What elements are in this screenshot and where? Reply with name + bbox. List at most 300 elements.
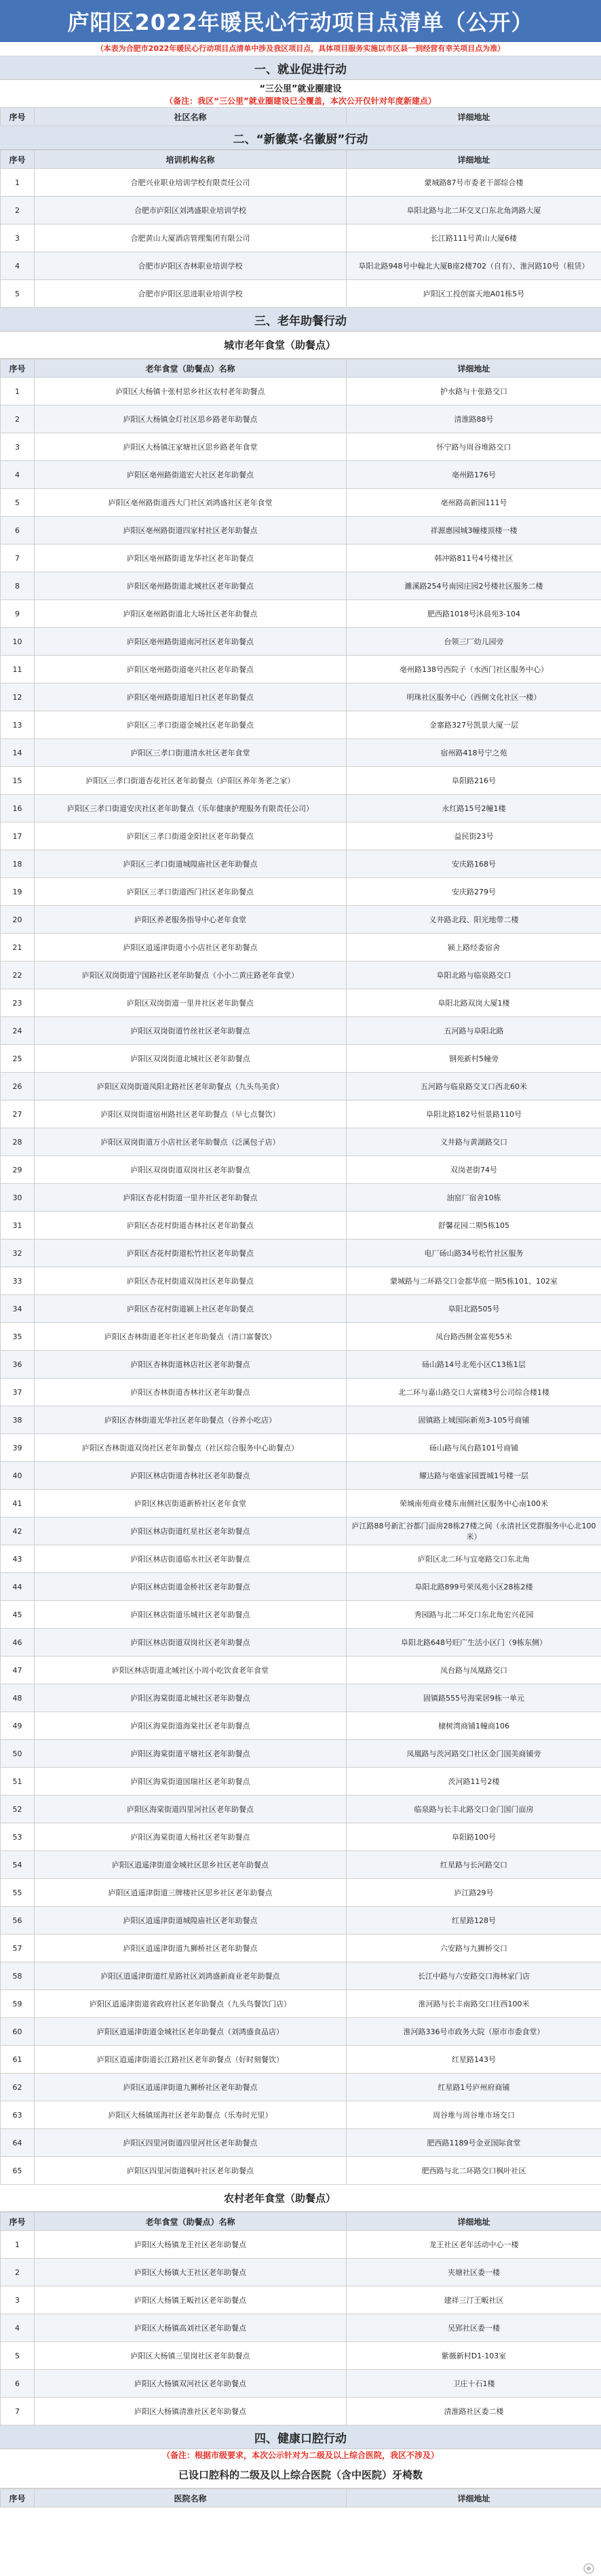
row-address: 阜阳北路899号荣凤苑小区28栋2楼 <box>347 1573 601 1601</box>
row-index: 57 <box>1 1935 35 1962</box>
row-index: 26 <box>1 1073 35 1101</box>
row-name: 合肥市庐阳区刘鸿盛职业培训学校 <box>35 197 347 224</box>
row-name: 庐阳区海棠街道大杨社区老年助餐点 <box>35 1823 347 1851</box>
row-address: 亳州路176号 <box>347 461 601 489</box>
table-row <box>1 823 601 850</box>
section-employment-title: 一、就业促进行动 <box>0 56 601 80</box>
row-name: 庐阳区海棠街道海棠社区老年助餐点 <box>35 1712 347 1740</box>
urban-canteen-band: 城市老年食堂（助餐点） <box>0 332 601 359</box>
row-address: 永红路15号2幢1楼 <box>347 795 601 823</box>
row-index: 3 <box>1 2286 35 2314</box>
row-address: 祥源惠园城3幢楼顶楼一楼 <box>347 517 601 544</box>
row-index: 34 <box>1 1295 35 1323</box>
row-name: 庐阳区双岗街道双岗社区老年助餐点 <box>35 1156 347 1184</box>
row-address: 吴郢社区委一楼 <box>347 2314 601 2342</box>
page-notice: （本表为合肥市2022年暖民心行动项目点清单中涉及我区项目点，具体项目服务实施以市区县一到经营有幸关项目点为准） <box>0 42 601 56</box>
row-address: 阜阳北路双岗大厦1楼 <box>347 989 601 1017</box>
table-row <box>1 2046 601 2074</box>
row-name: 合肥市庐阳区思进职业培训学校 <box>35 280 347 308</box>
table-row <box>1 461 601 489</box>
row-address: 紫薇新村D1-103室 <box>347 2342 601 2370</box>
row-address: 金寨路327号凯景大厦一层 <box>347 711 601 739</box>
row-index: 60 <box>1 2018 35 2046</box>
row-address: 夹塘社区委一楼 <box>347 2259 601 2286</box>
row-address: 台领三厂幼儿园旁 <box>347 628 601 656</box>
row-address: 阜阳路216号 <box>347 767 601 795</box>
table-row <box>1 2157 601 2185</box>
hospital-band: 已设口腔科的二级及以上综合医院（含中医院）牙椅数 <box>0 2461 601 2489</box>
row-index: 9 <box>1 600 35 628</box>
col-header-index: 序号 <box>1 151 35 169</box>
row-address: 临泉路与长丰北路交口金门国门面房 <box>347 1796 601 1823</box>
row-index: 50 <box>1 1740 35 1768</box>
table-row <box>1 1768 601 1796</box>
row-name: 庐阳区杏花村街道松竹社区老年助餐点 <box>35 1240 347 1267</box>
row-name: 庐阳区杏林街道杏林社区老年助餐点 <box>35 1379 347 1406</box>
row-name: 庐阳区林店街道乐城社区老年助餐点 <box>35 1601 347 1629</box>
row-index: 48 <box>1 1684 35 1712</box>
row-index: 28 <box>1 1128 35 1156</box>
row-address: 蒙城路87号市委老干部综合楼 <box>347 169 601 197</box>
row-name: 庐阳区杏花村街道杏林社区老年助餐点 <box>35 1212 347 1240</box>
row-name: 庐阳区三孝口街道杏花社区老年助餐点（庐阳区养年务老之家） <box>35 767 347 795</box>
table-row <box>1 2342 601 2370</box>
row-index: 59 <box>1 1990 35 2018</box>
row-address: 清淮路社区委二楼 <box>347 2398 601 2425</box>
row-name: 庐阳区大杨镇汪家塘社区思乡路老年食堂 <box>35 433 347 461</box>
table-row <box>1 378 601 405</box>
row-address: 阜阳路100号 <box>347 1823 601 1851</box>
table-row <box>1 1434 601 1462</box>
table-row <box>1 1990 601 2018</box>
row-name: 庐阳区杏林街道老年社区老年助餐点（清口富餐饮） <box>35 1323 347 1351</box>
row-name: 庐阳区林店街道临水社区老年助餐点 <box>35 1545 347 1573</box>
table-row <box>1 600 601 628</box>
row-index: 33 <box>1 1267 35 1295</box>
row-name: 庐阳区亳州路街道旭日社区老年助餐点 <box>35 683 347 711</box>
row-index: 5 <box>1 489 35 517</box>
row-name: 庐阳区三孝口街道金城社区老年助餐点 <box>35 711 347 739</box>
row-address: 护水路与十张路交口 <box>347 378 601 405</box>
col-header-hospital: 医院名称 <box>35 2489 347 2508</box>
row-index: 21 <box>1 934 35 962</box>
rural-canteen-band: 农村老年食堂（助餐点） <box>0 2185 601 2212</box>
table-header-row <box>1 151 601 169</box>
row-name: 庐阳区双岗街道宿州路社区老年助餐点（早七点餐饮） <box>35 1101 347 1128</box>
row-index: 37 <box>1 1379 35 1406</box>
table-row <box>1 2370 601 2398</box>
table-row <box>1 739 601 767</box>
row-name: 合肥黄山大厦酒店管理集团有限公司 <box>35 224 347 252</box>
row-name: 庐阳区海棠街道四里河社区老年助餐点 <box>35 1796 347 1823</box>
row-name: 合肥兴业职业培训学校有限责任公司 <box>35 169 347 197</box>
row-address: 宿州路418号宁之苑 <box>347 739 601 767</box>
row-name: 庐阳区亳州路街道宏大社区老年助餐点 <box>35 461 347 489</box>
row-address: 韩冲路811号4号楼社区 <box>347 544 601 572</box>
row-index: 3 <box>1 433 35 461</box>
table-row <box>1 1601 601 1629</box>
table-header-row <box>1 2489 601 2508</box>
table-row <box>1 1212 601 1240</box>
row-address: 义井路与黄湖路交口 <box>347 1128 601 1156</box>
row-address: 茨河路11号2楼 <box>347 1768 601 1796</box>
table-row <box>1 906 601 934</box>
row-address: 庐阳区北二环与宜亳路交口东北角 <box>347 1545 601 1573</box>
row-address: 耀达路与亳盛家园置城1号楼一层 <box>347 1462 601 1490</box>
table-row <box>1 1851 601 1879</box>
row-address: 蒙城路与二环路交口金都华庭一期5栋101、102室 <box>347 1267 601 1295</box>
row-index: 19 <box>1 878 35 906</box>
row-name: 庐阳区海棠街道平塘社区老年助餐点 <box>35 1740 347 1768</box>
row-address: 钢苑新村5幢旁 <box>347 1045 601 1073</box>
table-row <box>1 1629 601 1657</box>
table-row <box>1 169 601 197</box>
row-address: 电厂砀山路34号松竹社区服务 <box>347 1240 601 1267</box>
table-row <box>1 1935 601 1962</box>
row-index: 23 <box>1 989 35 1017</box>
row-index: 3 <box>1 224 35 252</box>
row-address: 北二环与嘉山路交口大富楼3号公司综合楼1楼 <box>347 1379 601 1406</box>
row-address: 长江中路与六安路交口海林家门店 <box>347 1962 601 1990</box>
row-address: 油窑厂宿舍10栋 <box>347 1184 601 1212</box>
row-index: 14 <box>1 739 35 767</box>
row-index: 1 <box>1 2231 35 2259</box>
row-name: 庐阳区林店街道双岗社区老年助餐点 <box>35 1629 347 1657</box>
table-row <box>1 1017 601 1045</box>
col-header-index: 序号 <box>1 108 35 126</box>
row-name: 庐阳区大杨镇双河社区老年助餐点 <box>35 2370 347 2398</box>
row-name: 庐阳区逍遥津街道金城社区老年助餐点（刘鸿盛食品店） <box>35 2018 347 2046</box>
row-address: 义井路北段、阳光地带二楼 <box>347 906 601 934</box>
row-name: 庐阳区大杨镇金灯社区思乡路老年助餐点 <box>35 405 347 433</box>
section-employment-note: （备注：我区“三公里”就业圈建设已全覆盖，本次公开仅针对年度新建点） <box>165 96 436 106</box>
row-address: 凤台路与凤凰路交口 <box>347 1657 601 1684</box>
row-name: 庐阳区三孝口街道西门社区老年助餐点 <box>35 878 347 906</box>
row-address: 荣城南苑商业楼东南侧社区服务中心南100米 <box>347 1490 601 1518</box>
table-row <box>1 544 601 572</box>
table-row <box>1 252 601 280</box>
row-index: 30 <box>1 1184 35 1212</box>
table-row <box>1 433 601 461</box>
col-header-address: 详细地址 <box>347 2489 601 2508</box>
table-row <box>1 2398 601 2425</box>
row-name: 庐阳区林店街道杏林社区老年助餐点 <box>35 1462 347 1490</box>
row-address: 建祥三汀王畈社区 <box>347 2286 601 2314</box>
row-index: 35 <box>1 1323 35 1351</box>
row-index: 61 <box>1 2046 35 2074</box>
row-address: 长江路111号黄山大厦6楼 <box>347 224 601 252</box>
row-address: 舒馨花园二期5栋105 <box>347 1212 601 1240</box>
table-row <box>1 2314 601 2342</box>
row-index: 54 <box>1 1851 35 1879</box>
row-name: 庐阳区逍遥津街道小小店社区老年助餐点 <box>35 934 347 962</box>
row-address: 阜阳北路648号旺广生活小区门（9栋东侧） <box>347 1629 601 1657</box>
page-title: 庐阳区2022年暖民心行动项目点清单（公开） <box>0 0 601 42</box>
row-name: 庐阳区双岗街道宁国路社区老年助餐点（小小二黄庄路老年食堂） <box>35 962 347 989</box>
row-name: 庐阳区三孝口街道金阳社区老年助餐点 <box>35 823 347 850</box>
table-row <box>1 1462 601 1490</box>
row-name: 庐阳区亳州路街道龙华社区老年助餐点 <box>35 544 347 572</box>
row-name: 庐阳区海棠街道北城社区老年助餐点 <box>35 1684 347 1712</box>
row-index: 24 <box>1 1017 35 1045</box>
row-address: 红星路1号庐州府商铺 <box>347 2074 601 2101</box>
table-row <box>1 1796 601 1823</box>
row-name: 庐阳区杏花村街道颍上社区老年助餐点 <box>35 1295 347 1323</box>
row-index: 53 <box>1 1823 35 1851</box>
row-index: 4 <box>1 2314 35 2342</box>
row-index: 25 <box>1 1045 35 1073</box>
row-index: 4 <box>1 461 35 489</box>
table-row <box>1 711 601 739</box>
hospital-table <box>0 2489 601 2508</box>
row-index: 45 <box>1 1601 35 1629</box>
row-address: 凤台路西侧金富苑55米 <box>347 1323 601 1351</box>
row-index: 47 <box>1 1657 35 1684</box>
section-cuisine-title: 二、“新徽菜·名徽厨”行动 <box>0 126 601 150</box>
row-index: 36 <box>1 1351 35 1379</box>
table-row <box>1 1740 601 1768</box>
row-name: 庐阳区亳州路街道四家村社区老年助餐点 <box>35 517 347 544</box>
table-row <box>1 1518 601 1545</box>
row-name: 庐阳区逍遥津街道红星路社区刘鸿盛新商业老年助餐点 <box>35 1962 347 1990</box>
row-name: 庐阳区大杨镇十张村思乡社区农村老年助餐点 <box>35 378 347 405</box>
table-row <box>1 405 601 433</box>
table-row <box>1 1379 601 1406</box>
table-row <box>1 989 601 1017</box>
row-address: 阜阳北路与临泉路交口 <box>347 962 601 989</box>
row-index: 16 <box>1 795 35 823</box>
row-name: 庐阳区大杨镇龙王社区老年助餐点 <box>35 2231 347 2259</box>
table-row <box>1 850 601 878</box>
row-name: 庐阳区林店街道北城社区小周小吃饮食老年食堂 <box>35 1657 347 1684</box>
row-index: 7 <box>1 2398 35 2425</box>
table-row <box>1 1323 601 1351</box>
row-name: 庐阳区大杨镇清淮社区老年助餐点 <box>35 2398 347 2425</box>
row-address: 庐阳区工投创富天地A01栋5号 <box>347 280 601 308</box>
row-address: 怀宁路与周谷堆路交口 <box>347 433 601 461</box>
table-row <box>1 1962 601 1990</box>
table-row <box>1 1073 601 1101</box>
table-row <box>1 517 601 544</box>
row-name: 庐阳区亳州路街道亳兴社区老年助餐点 <box>35 656 347 683</box>
table-row <box>1 489 601 517</box>
table-row <box>1 2101 601 2129</box>
row-index: 6 <box>1 517 35 544</box>
row-name: 庐阳区逍遥津街道城隍庙社区老年助餐点 <box>35 1907 347 1935</box>
row-name: 庐阳区双岗街道北城社区老年助餐点 <box>35 1045 347 1073</box>
table-row <box>1 1406 601 1434</box>
table-row <box>1 628 601 656</box>
row-index: 12 <box>1 683 35 711</box>
row-address: 周谷堆与周谷堆市场交口 <box>347 2101 601 2129</box>
row-index: 55 <box>1 1879 35 1907</box>
row-index: 18 <box>1 850 35 878</box>
row-name: 庐阳区大杨镇王畈社区老年助餐点 <box>35 2286 347 2314</box>
row-address: 淮河路与长丰南路交口往西100米 <box>347 1990 601 2018</box>
table-row <box>1 962 601 989</box>
row-address: 庐江路29号 <box>347 1879 601 1907</box>
table-row <box>1 683 601 711</box>
row-address: 龙王社区老年活动中心一楼 <box>347 2231 601 2259</box>
col-header-canteen: 老年食堂（助餐点）名称 <box>35 2213 347 2231</box>
row-address: 安庆路279号 <box>347 878 601 906</box>
row-address: 红星路143号 <box>347 2046 601 2074</box>
table-row <box>1 1351 601 1379</box>
row-address: 淮河路336号市政务大院（原市市委食堂） <box>347 2018 601 2046</box>
row-index: 44 <box>1 1573 35 1601</box>
table-row <box>1 1907 601 1935</box>
row-address: 固镇路上城国际新苑3-105号商铺 <box>347 1406 601 1434</box>
row-index: 22 <box>1 962 35 989</box>
row-address: 固镇路555号海棠居9栋一单元 <box>347 1684 601 1712</box>
row-address: 肥西路1189号金亚国际食堂 <box>347 2129 601 2157</box>
table-row <box>1 767 601 795</box>
table-row <box>1 197 601 224</box>
row-name: 庐阳区林店街道红星社区老年助餐点 <box>35 1518 347 1545</box>
col-header-institution: 培训机构名称 <box>35 151 347 169</box>
col-header-index: 序号 <box>1 2213 35 2231</box>
col-header-index: 序号 <box>1 359 35 378</box>
row-name: 庐阳区双岗街道一里井社区老年助餐点 <box>35 989 347 1017</box>
row-name: 庐阳区杏花村街道双岗社区老年助餐点 <box>35 1267 347 1295</box>
row-index: 40 <box>1 1462 35 1490</box>
row-index: 4 <box>1 252 35 280</box>
table-row <box>1 1267 601 1295</box>
table-row <box>1 1184 601 1212</box>
row-name: 庐阳区亳州路街道北城社区老年助餐点 <box>35 572 347 600</box>
row-index: 27 <box>1 1101 35 1128</box>
table-row <box>1 2231 601 2259</box>
section-oral-health-title: 四、健康口腔行动 <box>0 2425 601 2449</box>
row-name: 庐阳区逍遥津街道省政府社区老年助餐点（九头鸟餐饮门店） <box>35 1990 347 2018</box>
row-name: 庐阳区林店街道金桥社区老年助餐点 <box>35 1573 347 1601</box>
table-row <box>1 1657 601 1684</box>
row-index: 29 <box>1 1156 35 1184</box>
row-address: 秀园路与北二环交口东北角宏兴花园 <box>347 1601 601 1629</box>
row-index: 62 <box>1 2074 35 2101</box>
row-index: 2 <box>1 197 35 224</box>
row-index: 63 <box>1 2101 35 2129</box>
col-header-community: 社区名称 <box>35 108 347 126</box>
table-row <box>1 795 601 823</box>
table-row <box>1 1156 601 1184</box>
row-name: 庐阳区逍遥津街道金城社区思乡社区老年助餐点 <box>35 1851 347 1879</box>
table-row <box>1 2074 601 2101</box>
row-index: 41 <box>1 1490 35 1518</box>
row-index: 17 <box>1 823 35 850</box>
row-address: 五河路与临泉路交叉口西北60米 <box>347 1073 601 1101</box>
table-row <box>1 1684 601 1712</box>
table-row <box>1 656 601 683</box>
table-row <box>1 1045 601 1073</box>
row-address: 阜阳北路182号恒景路110号 <box>347 1101 601 1128</box>
row-address: 肥西路与北二环路交口枫叶社区 <box>347 2157 601 2185</box>
row-index: 6 <box>1 2370 35 2398</box>
row-address: 红星路128号 <box>347 1907 601 1935</box>
row-index: 20 <box>1 906 35 934</box>
row-index: 43 <box>1 1545 35 1573</box>
row-index: 31 <box>1 1212 35 1240</box>
rural-canteen-table <box>0 2212 601 2425</box>
table-row <box>1 1823 601 1851</box>
table-header-row <box>1 359 601 378</box>
row-index: 13 <box>1 711 35 739</box>
row-address: 庐江路88号新汇谷都门面房28栋27楼之间（永清社区党群服务中心北100米） <box>347 1518 601 1545</box>
table-row <box>1 1101 601 1128</box>
row-name: 庐阳区大杨镇三里岗社区老年助餐点 <box>35 2342 347 2370</box>
table-row <box>1 878 601 906</box>
row-name: 庐阳区三孝口街道城隍庙社区老年助餐点 <box>35 850 347 878</box>
col-header-address: 详细地址 <box>347 359 601 378</box>
watermark-logo-icon <box>583 2563 594 2574</box>
section-oral-health-note: （备注：根据市级要求，本次公示针对为二级及以上综合医院，我区不涉及） <box>161 2451 439 2460</box>
row-address: 清淮路88号 <box>347 405 601 433</box>
section-employment-subtitle: “三公里”就业圈建设 <box>259 83 342 94</box>
row-address: 砀山路与凤台路101号商铺 <box>347 1434 601 1462</box>
row-index: 46 <box>1 1629 35 1657</box>
row-name: 庐阳区亳州路街道西大门社区刘鸿盛社区老年食堂 <box>35 489 347 517</box>
table-row <box>1 1712 601 1740</box>
row-name: 庐阳区亳州路街道南河社区老年助餐点 <box>35 628 347 656</box>
col-header-index: 序号 <box>1 2489 35 2508</box>
table-row <box>1 1879 601 1907</box>
row-address: 六安路与九狮桥交口 <box>347 1935 601 1962</box>
row-address: 亳州路高新园111号 <box>347 489 601 517</box>
row-name: 庐阳区四里河街道枫叶社区老年助餐点 <box>35 2157 347 2185</box>
row-name: 庐阳区杏林街道双岗社区老年助餐点（社区综合服务中心助餐点） <box>35 1434 347 1462</box>
row-name: 庐阳区三孝口街道清水社区老年食堂 <box>35 739 347 767</box>
table-row <box>1 2129 601 2157</box>
row-name: 庐阳区逍遥津街道九狮桥社区老年助餐点 <box>35 1935 347 1962</box>
row-index: 39 <box>1 1434 35 1462</box>
row-address: 双岗老街74号 <box>347 1156 601 1184</box>
table-row <box>1 934 601 962</box>
employment-table <box>0 107 601 126</box>
row-address: 凤凰路与茨河路交口社区金门国美商铺旁 <box>347 1740 601 1768</box>
col-header-canteen: 老年食堂（助餐点）名称 <box>35 359 347 378</box>
table-header-row <box>1 2213 601 2231</box>
row-address: 红星路与长河路交口 <box>347 1851 601 1879</box>
row-index: 5 <box>1 2342 35 2370</box>
row-address: 安庆路168号 <box>347 850 601 878</box>
row-address: 棣树湾商铺1幢商106 <box>347 1712 601 1740</box>
row-name: 庐阳区双岗街道竹丝社区老年助餐点 <box>35 1017 347 1045</box>
row-index: 1 <box>1 169 35 197</box>
row-index: 5 <box>1 280 35 308</box>
urban-canteen-table <box>0 359 601 2185</box>
row-name: 庐阳区养老服务指导中心老年食堂 <box>35 906 347 934</box>
row-name: 庐阳区逍遥津街道九狮桥社区老年助餐点 <box>35 2074 347 2101</box>
row-name: 庐阳区双岗街道凤阳北路社区老年助餐点（九头鸟美食） <box>35 1073 347 1101</box>
row-address: 五河路与阜阳北路 <box>347 1017 601 1045</box>
col-header-address: 详细地址 <box>347 108 601 126</box>
table-row <box>1 224 601 252</box>
table-row <box>1 2286 601 2314</box>
row-name: 庐阳区亳州路街道北大场社区老年助餐点 <box>35 600 347 628</box>
row-name: 庐阳区林店街道新桥社区老年食堂 <box>35 1490 347 1518</box>
row-address: 益民街23号 <box>347 823 601 850</box>
row-index: 49 <box>1 1712 35 1740</box>
table-row <box>1 1240 601 1267</box>
row-name: 庐阳区逍遥津街道长江路社区老年助餐点（好时刻餐饮） <box>35 2046 347 2074</box>
row-address: 肥西路1018号沐晨苑3-104 <box>347 600 601 628</box>
row-address: 阜阳北路505号 <box>347 1295 601 1323</box>
row-name: 庐阳区大杨镇大王社区老年助餐点 <box>35 2259 347 2286</box>
row-name: 庐阳区大杨镇高刘社区老年助餐点 <box>35 2314 347 2342</box>
row-index: 42 <box>1 1518 35 1545</box>
row-index: 1 <box>1 378 35 405</box>
row-index: 64 <box>1 2129 35 2157</box>
